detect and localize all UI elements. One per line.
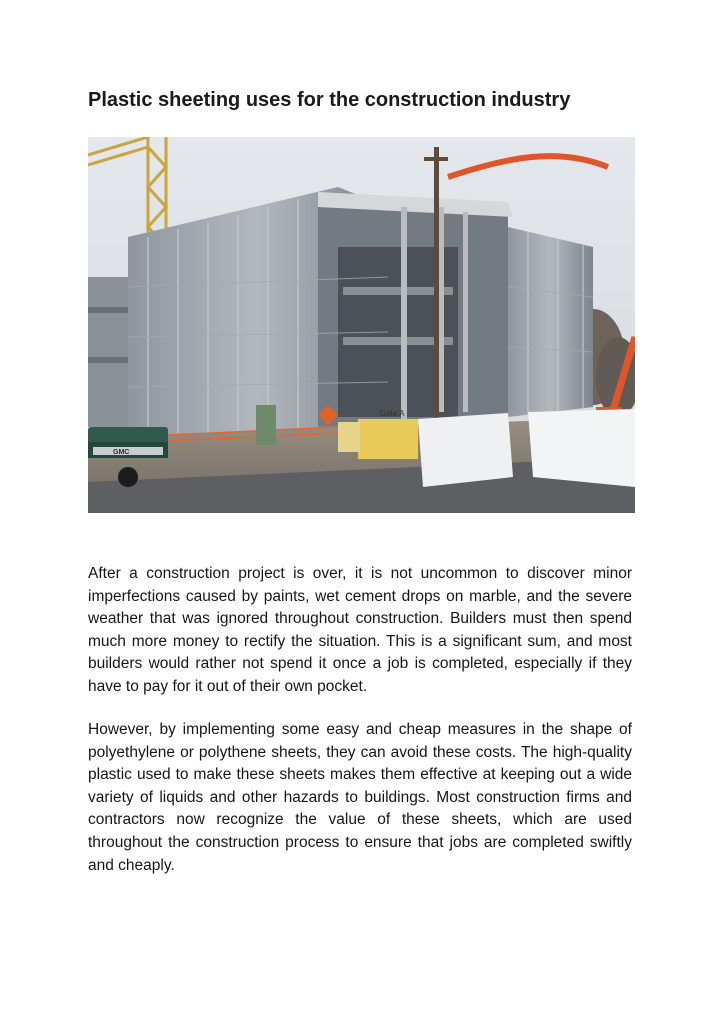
paragraph-2: However, by implementing some easy and cheap measures in the shape of polyethylene or polythene sheets, they can avoid these costs. The high-quality plastic used to make these sheets makes them effective at keeping out a wide variety of liquids and other hazards to buildings. Most construction firms and contractors now recognize the value of these sheets, which are used throughout the construction process to ensure that jobs are completed swiftly and cheaply. xyxy=(88,721,632,874)
gate-sign-label: Gate A xyxy=(380,409,405,418)
paragraph-1: After a construction project is over, it is not uncommon to discover minor imperfections caused by paints, wet cement drops on marble, and the severe weather that was ignored throughout construction. Builders must then spend much more money to rectify the situation. This is a significant sum, and most builders would rather not spend it once a job is completed, especially if they have to pay for it out of their own pocket. xyxy=(88,565,632,695)
construction-site-photo xyxy=(88,137,635,513)
truck-grille-label: GMC xyxy=(113,449,130,456)
page-title: Plastic sheeting uses for the construction industry xyxy=(88,89,571,111)
